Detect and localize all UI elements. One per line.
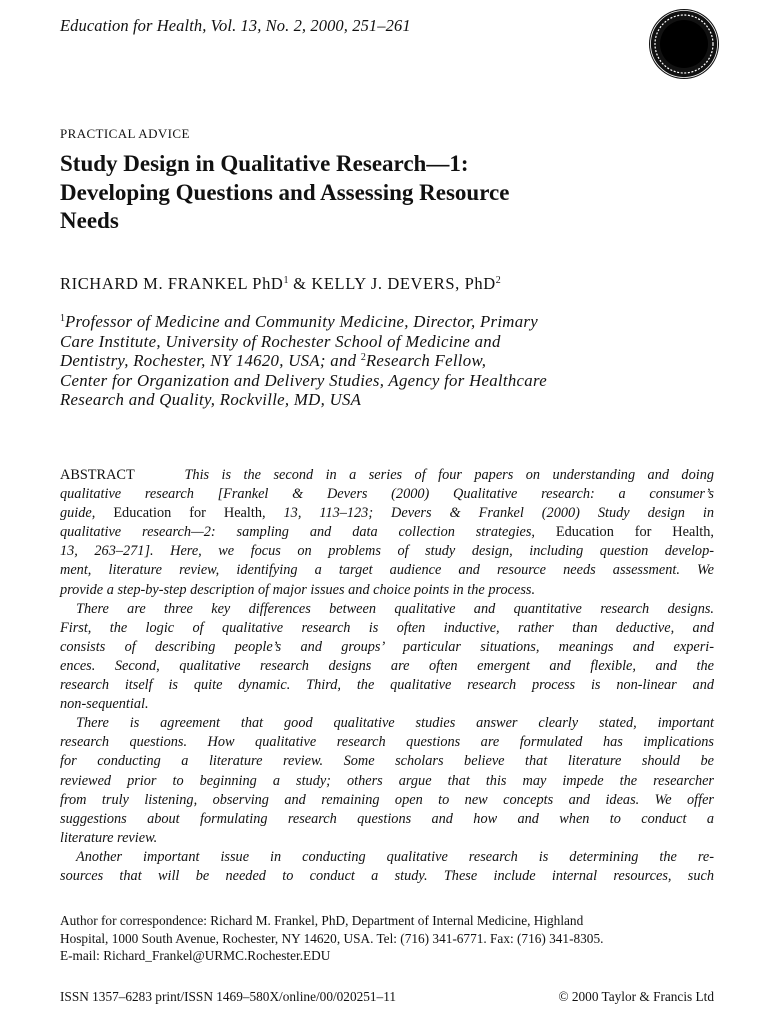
abstract-line: research questions. How qualitative research questions are formulated has implications <box>60 734 714 751</box>
abstract-text: guide, <box>60 505 114 522</box>
abstract-line: 13, 263–271]. Here, we focus on problems of study design, including question develop- <box>60 543 714 560</box>
section-label: PRACTICAL ADVICE <box>60 126 190 141</box>
correspondence-footnote <box>60 912 714 965</box>
abstract-line: reviewed prior to beginning a study; others argue that this may impede the researcher <box>60 772 714 789</box>
abstract-line: consists of describing people’s and groups’ particular situations, meanings and experi- <box>60 638 714 655</box>
title-line: Needs <box>60 208 119 233</box>
title-line: Study Design in Qualitative Research—1: <box>60 151 469 176</box>
abstract-line <box>60 523 714 542</box>
affiliation-text: Research Fellow, <box>365 351 487 371</box>
correspondence-line: Hospital, 1000 South Avenue, Rochester, NY 14620, USA. Tel: (716) 341-6771. Fax: (716) 341-8305. <box>60 930 604 946</box>
abstract-line: sources that will be needed to conduct a study. These include internal resources, such <box>60 867 714 884</box>
affiliation-line: Research and Quality, Rockville, MD, USA <box>60 390 362 410</box>
abstract-line: First, the logic of qualitative research is often inductive, rather than deductive, and <box>60 619 714 636</box>
correspondence-email: E-mail: Richard_Frankel@URMC.Rochester.EDU <box>60 948 331 964</box>
affiliation-line: Center for Organization and Delivery Studies, Agency for Healthcare <box>60 370 547 390</box>
abstract-line: There is agreement that good qualitative studies answer clearly stated, important <box>76 715 714 732</box>
abstract <box>60 466 714 886</box>
abstract-line: for conducting a literature review. Some scholars believe that literature should be <box>60 753 714 770</box>
affiliation-marker: 2 <box>360 352 366 364</box>
author-affiliations <box>60 312 740 410</box>
abstract-line <box>60 504 714 523</box>
abstract-line: ences. Second, qualitative research designs are often emergent and flexible, and the <box>60 657 714 674</box>
abstract-line: Another important issue in conducting qualitative research is determining the re- <box>76 848 714 865</box>
affiliation-marker: 2 <box>495 275 501 286</box>
affiliation-line <box>60 312 740 332</box>
author-separator: & <box>288 274 312 293</box>
abstract-label: ABSTRACT <box>60 467 135 483</box>
correspondence-line: Author for correspondence: Richard M. Frankel, PhD, Department of Internal Medicine, Highland <box>60 913 584 928</box>
affiliation-marker: 1 <box>60 313 65 324</box>
abstract-line: research itself is quite dynamic. Third, the qualitative research process is non-linear and <box>60 677 714 694</box>
affiliation-line <box>60 351 740 371</box>
abstract-line: from truly listening, observing and remaining open to new concepts and ideas. We offer <box>60 791 714 808</box>
abstract-line <box>60 466 714 485</box>
abstract-text: qualitative research—2: sampling and data collection strategies, <box>60 524 556 541</box>
publisher-seal-logo <box>648 8 720 80</box>
abstract-line: provide a step-by-step description of major issues and choice points in the process. <box>60 581 536 598</box>
article-title <box>60 150 720 236</box>
abstract-line: suggestions about formulating research questions and how and when to conduct a <box>60 810 714 827</box>
copyright-notice: © 2000 Taylor & Francis Ltd <box>558 989 714 1004</box>
journal-citation: Education for Health, Vol. 13, No. 2, 2000, 251–261 <box>60 16 411 35</box>
abstract-text: This is the second in a series of four papers on understanding and doing <box>184 467 714 483</box>
abstract-line: ment, literature review, identifying a target audience and resource needs assessment. We <box>60 562 714 579</box>
affiliation-text: Professor of Medicine and Community Medicine, Director, Primary <box>65 312 538 331</box>
affiliation-text: Dentistry, Rochester, NY 14620, USA; and <box>60 351 361 371</box>
issn-line: ISSN 1357–6283 print/ISSN 1469–580X/online/00/020251–11 <box>60 989 397 1004</box>
author-list <box>60 274 501 294</box>
abstract-text: , 13, 113–123; Devers & Frankel (2000) Study design in <box>261 505 715 522</box>
journal-name: Education for Health <box>113 505 262 522</box>
title-line: Developing Questions and Assessing Resource <box>60 179 510 205</box>
abstract-line: non-sequential. <box>60 696 149 713</box>
abstract-line: There are three key differences between qualitative and quantitative research designs. <box>76 600 714 617</box>
journal-name: Education for Health, <box>555 524 714 541</box>
affiliation-line: Care Institute, University of Rochester School of Medicine and <box>60 331 501 351</box>
abstract-line: qualitative research [Frankel & Devers (2000) Qualitative research: a consumer’s <box>60 486 714 503</box>
author-name: RICHARD M. FRANKEL PhD <box>60 274 284 293</box>
abstract-line: literature review. <box>60 829 158 846</box>
affiliation-marker: 1 <box>283 275 289 286</box>
author-name: KELLY J. DEVERS, PhD <box>311 274 496 293</box>
